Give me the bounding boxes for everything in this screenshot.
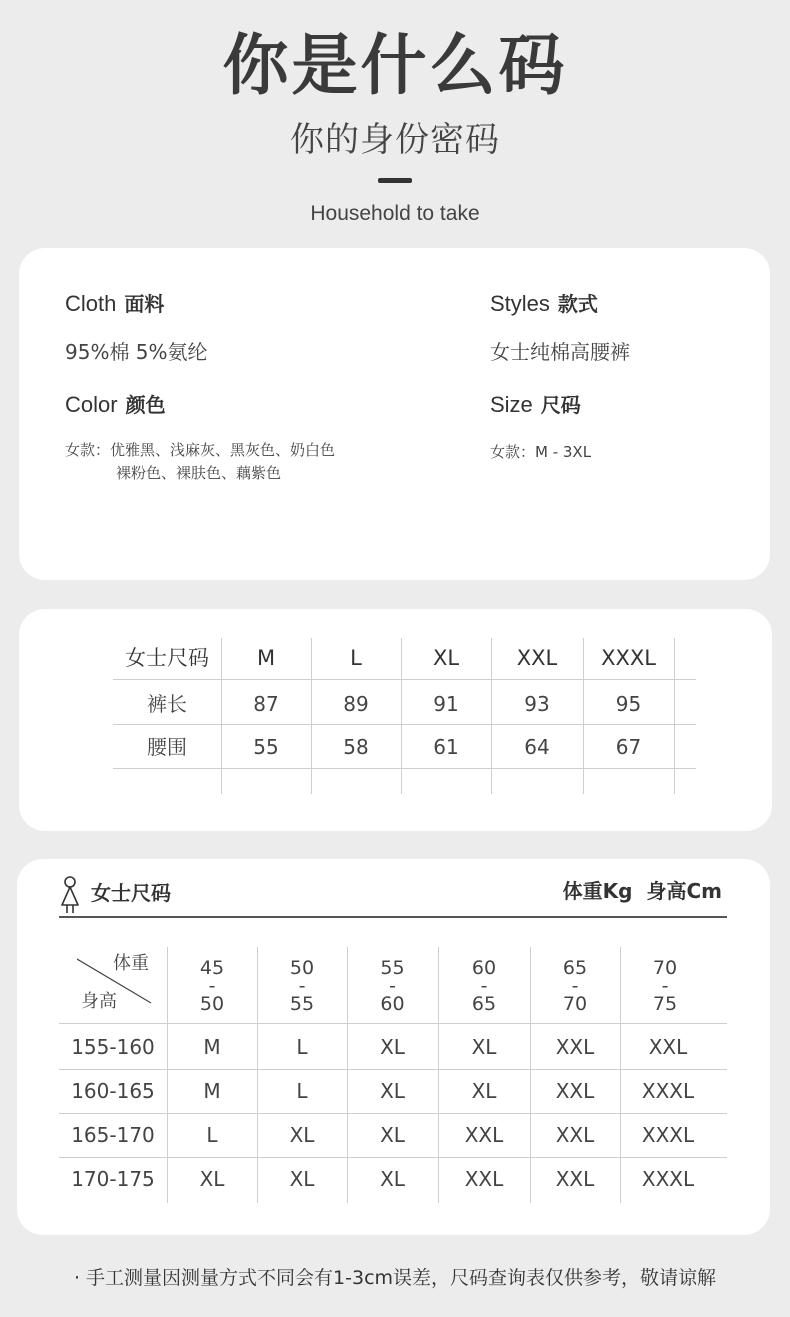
size-cell: XXXL [641, 1123, 695, 1147]
cloth-label-cn: 面料 [124, 292, 165, 316]
weight-to: 50 [199, 993, 225, 1015]
weight-dash: - [208, 975, 216, 997]
weight-column-header [257, 959, 347, 1013]
measurement-table-card [19, 609, 772, 831]
table-cell: 64 [524, 735, 550, 759]
weight-column-header [438, 959, 530, 1013]
height-unit-label: 身高Cm [646, 879, 722, 903]
table-rule [113, 768, 696, 769]
table-header: M [256, 646, 276, 670]
size-cell: XL [199, 1167, 225, 1191]
weight-unit-label: 体重Kg [562, 879, 633, 903]
size-cell: XL [471, 1035, 497, 1059]
table-rule [113, 679, 696, 680]
size-cell: XL [380, 1079, 405, 1103]
styles-label [490, 290, 598, 318]
size-cell: XXL [464, 1167, 504, 1191]
table-rule [59, 1023, 727, 1024]
weight-to: 70 [562, 993, 588, 1015]
weight-to: 75 [652, 993, 678, 1015]
size-value: 女款：M - 3XL [490, 443, 592, 461]
styles-value: 女士纯棉高腰裤 [490, 340, 630, 364]
disclaimer-note: · 手工测量因测量方式不同会有1-3cm误差，尺码查询表仅供参考，敬请谅解 [73, 1267, 717, 1289]
color-values-line2: 裸粉色、裸肤色、藕紫色 [116, 464, 282, 482]
size-cell: XXL [555, 1167, 595, 1191]
corner-weight-label: 体重 [113, 953, 149, 974]
weight-from: 50 [289, 957, 315, 979]
size-cell: XXL [555, 1079, 595, 1103]
table-cell: 腰围 [147, 735, 187, 759]
table-cell: 58 [343, 735, 369, 759]
weight-column-header [167, 959, 257, 1013]
table-cell: 裤长 [147, 692, 187, 716]
weight-to: 65 [471, 993, 497, 1015]
table-header: XXL [516, 646, 558, 670]
size-cell: L [296, 1035, 308, 1059]
size-cell: XL [380, 1035, 405, 1059]
table-cell: 91 [433, 692, 459, 716]
weight-to: 55 [289, 993, 315, 1015]
color-label-en: Color [65, 392, 118, 417]
weight-dash: - [571, 975, 579, 997]
table-header: XL [432, 646, 460, 670]
size-label [490, 391, 581, 419]
size-cell: XXXL [641, 1167, 695, 1191]
weight-dash: - [480, 975, 488, 997]
size-cell: XXL [648, 1035, 688, 1059]
height-range-cell: 170-175 [71, 1167, 155, 1191]
weight-dash: - [298, 975, 306, 997]
page-title: 你是什么码 [222, 27, 568, 104]
table-cell: 55 [253, 735, 279, 759]
height-range-cell: 165-170 [71, 1123, 155, 1147]
table-header: XXXL [601, 646, 656, 670]
size-cell: M [203, 1035, 221, 1059]
size-chart-card [17, 859, 770, 1235]
table-cell: 93 [524, 692, 550, 716]
weight-column-header [530, 959, 620, 1013]
weight-to: 60 [380, 993, 405, 1015]
weight-dash: - [661, 975, 669, 997]
color-label [65, 391, 166, 419]
size-cell: L [296, 1079, 308, 1103]
height-range-cell: 160-165 [71, 1079, 155, 1103]
weight-column-header [620, 959, 710, 1013]
product-info-card [19, 248, 770, 580]
size-cell: XL [380, 1167, 405, 1191]
corner-height-label: 身高 [81, 991, 117, 1012]
weight-column-header [347, 959, 438, 1013]
table-cell: 67 [615, 735, 642, 759]
size-cell: M [203, 1079, 221, 1103]
header-underline [59, 916, 727, 918]
table-header: L [350, 646, 362, 670]
table-cell: 87 [253, 692, 279, 716]
woman-figure-icon [59, 875, 81, 915]
table-header: 女士尺码 [125, 646, 209, 670]
table-cell: 89 [343, 692, 369, 716]
table-rule [113, 724, 696, 725]
weight-dash: - [389, 975, 396, 997]
cloth-label [65, 290, 164, 318]
weight-from: 70 [652, 957, 678, 979]
english-subtitle: Household to take [310, 202, 480, 225]
size-cell: XXL [464, 1123, 504, 1147]
size-chart-title: 女士尺码 [91, 881, 171, 905]
size-label-cn: 尺码 [540, 393, 581, 417]
weight-from: 65 [562, 957, 588, 979]
title-divider [378, 178, 412, 183]
size-chart-units [549, 877, 722, 905]
table-cell: 95 [615, 692, 642, 716]
size-label-en: Size [490, 392, 533, 417]
table-cell: 61 [433, 735, 459, 759]
size-cell: XL [380, 1123, 405, 1147]
weight-from: 45 [199, 957, 225, 979]
table-rule [674, 638, 675, 794]
size-cell: XL [289, 1167, 315, 1191]
color-values-line1: 女款：优雅黑、浅麻灰、黑灰色、奶白色 [65, 441, 336, 459]
size-cell: XL [471, 1079, 497, 1103]
color-label-cn: 颜色 [125, 393, 166, 417]
size-cell: XXXL [641, 1079, 695, 1103]
styles-label-en: Styles [490, 291, 550, 316]
height-range-cell: 155-160 [71, 1035, 155, 1059]
weight-from: 60 [471, 957, 497, 979]
size-cell: L [206, 1123, 218, 1147]
page-subtitle: 你的身份密码 [290, 120, 500, 160]
weight-from: 55 [380, 957, 405, 979]
size-cell: XL [289, 1123, 315, 1147]
styles-label-cn: 款式 [557, 292, 598, 316]
cloth-value: 95%棉 5%氨纶 [65, 340, 208, 364]
size-cell: XXL [555, 1123, 595, 1147]
cloth-label-en: Cloth [65, 291, 117, 316]
size-cell: XXL [555, 1035, 595, 1059]
